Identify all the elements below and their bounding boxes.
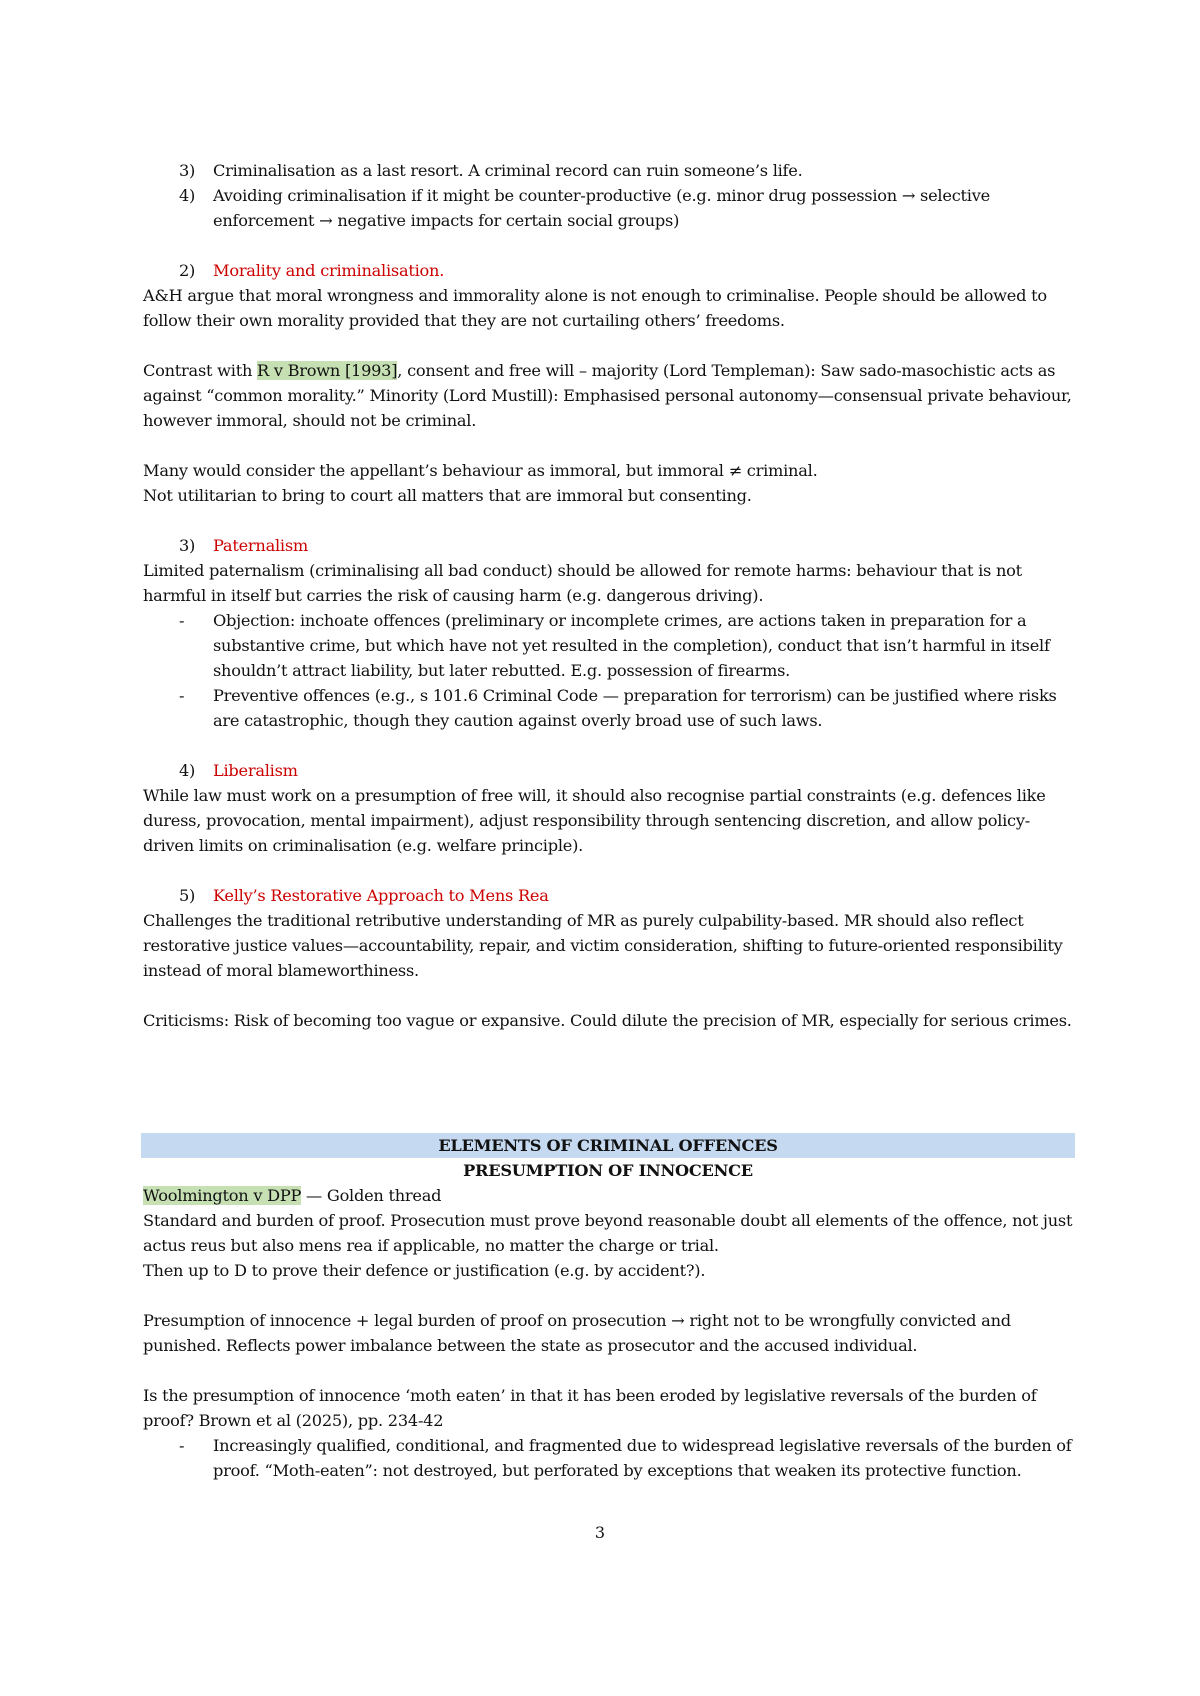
case-name-highlight: Woolmington v DPP — [143, 1186, 302, 1205]
heading-number: 3) — [179, 536, 196, 555]
section-banner: ELEMENTS OF CRIMINAL OFFENCES — [141, 1133, 1075, 1158]
case-name-highlight: R v Brown [1993] — [257, 361, 398, 380]
paragraph: Standard and burden of proof. Prosecution must prove beyond reasonable doubt all elements of the offence, not just actus reus but also mens rea if applicable, no matter the charge or trial. — [143, 1211, 1073, 1255]
section-heading-kelly — [143, 883, 1073, 908]
paragraph-brown — [143, 358, 1073, 433]
paragraph: While law must work on a presumption of free will, it should also recognise partial constraints (e.g. defences like duress, provocation, mental impairment), adjust responsibility through sentencing discretion, and allow policy-driven limits on criminalisation (e.g. welfare principle). — [143, 786, 1046, 855]
paragraph: Not utilitarian to bring to court all matters that are immoral but consenting. — [143, 486, 752, 505]
list-number: 4) — [179, 186, 196, 205]
list-number: 3) — [179, 161, 196, 180]
heading-title: Morality and criminalisation. — [213, 261, 445, 280]
bullet-dash: - — [179, 686, 185, 705]
case-line — [143, 1183, 1073, 1208]
section-heading-morality — [143, 258, 1073, 283]
page-content — [143, 158, 1073, 1483]
heading-number: 2) — [179, 261, 196, 280]
heading-title: Kelly’s Restorative Approach to Mens Rea — [213, 886, 549, 905]
heading-number: 5) — [179, 886, 196, 905]
paragraph: Then up to D to prove their defence or justification (e.g. by accident?). — [143, 1261, 706, 1280]
list-item — [143, 158, 1073, 183]
heading-title: Paternalism — [213, 536, 308, 555]
bullet-text: Preventive offences (e.g., s 101.6 Criminal Code — preparation for terrorism) can be justified where risks are catastrophic, though they caution against overly broad use of such laws. — [213, 686, 1057, 730]
section-subheading: PRESUMPTION OF INNOCENCE — [463, 1161, 753, 1180]
paragraph: Challenges the traditional retributive understanding of MR as purely culpability-based. MR should also reflect restorative justice values—accountability, repair, and victim consideration, shifting to future-oriented responsibility instead of moral blameworthiness. — [143, 911, 1063, 980]
text-run: — Golden thread — [301, 1186, 442, 1205]
bullet-dash: - — [179, 611, 185, 630]
heading-number: 4) — [179, 761, 196, 780]
paragraph: Limited paternalism (criminalising all bad conduct) should be allowed for remote harms: behaviour that is not harmful in itself but carries the risk of causing harm (e.g. dangerous driving). — [143, 561, 1022, 605]
section-heading-paternalism — [143, 533, 1073, 558]
text-run: Contrast with — [143, 361, 258, 380]
list-item — [143, 183, 1073, 233]
paragraph: Criticisms: Risk of becoming too vague or expansive. Could dilute the precision of MR, especially for serious crimes. — [143, 1011, 1072, 1030]
bullet-item — [143, 683, 1073, 733]
list-item-text: Criminalisation as a last resort. A criminal record can ruin someone’s life. — [213, 161, 803, 180]
paragraph: Is the presumption of innocence ‘moth eaten’ in that it has been eroded by legislative reversals of the burden of proof? Brown et al (2025), pp. 234-42 — [143, 1386, 1037, 1430]
bullet-text: Objection: inchoate offences (preliminary or incomplete crimes, are actions taken in preparation for a substantive crime, but which have not yet resulted in the completion), conduct that isn’t harmful in itself shouldn’t attract liability, but later rebutted. E.g. possession of firearms. — [213, 611, 1050, 680]
text-run: , consent and free will – majority (Lord Templeman): Saw sado-masochistic acts as against “common morality.” Minority (Lord Mustill): Emphasised personal autonomy—consensual private behaviour, however immoral, should not be criminal. — [143, 361, 1072, 430]
bullet-text: Increasingly qualified, conditional, and fragmented due to widespread legislative reversals of the burden of proof. “Moth-eaten”: not destroyed, but perforated by exceptions that weaken its protective function. — [213, 1436, 1072, 1480]
paragraph: Many would consider the appellant’s behaviour as immoral, but immoral ≠ criminal. — [143, 461, 818, 480]
bullet-item — [143, 1433, 1073, 1483]
page-number: 3 — [594, 1523, 606, 1542]
bullet-dash: - — [179, 1436, 185, 1455]
bullet-item — [143, 608, 1073, 683]
heading-title: Liberalism — [213, 761, 298, 780]
paragraph: Presumption of innocence + legal burden of proof on prosecution → right not to be wrongfully convicted and punished. Reflects power imbalance between the state as prosecutor and the accused individual. — [143, 1311, 1011, 1355]
paragraph: A&H argue that moral wrongness and immorality alone is not enough to criminalise. People should be allowed to follow their own morality provided that they are not curtailing others’ freedoms. — [143, 286, 1047, 330]
section-heading-liberalism — [143, 758, 1073, 783]
list-item-text: Avoiding criminalisation if it might be counter-productive (e.g. minor drug possession → selective enforcement → negative impacts for certain social groups) — [213, 186, 990, 230]
